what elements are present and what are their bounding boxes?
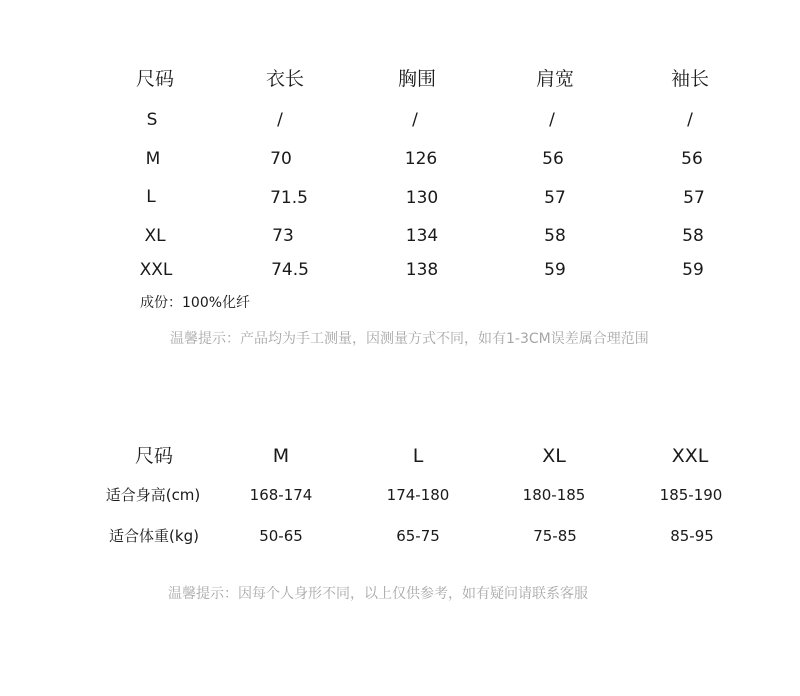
- size-header-shoulder: 肩宽: [535, 68, 575, 90]
- table-cell: 50-65: [259, 527, 303, 545]
- table-cell: 126: [404, 149, 438, 169]
- size-header-chest: 胸围: [397, 68, 437, 90]
- table-cell: M: [145, 149, 161, 169]
- table-cell: XL: [144, 226, 166, 246]
- table-cell: 73: [272, 226, 294, 246]
- measurement-note: 温馨提示：产品均为手工测量，因测量方式不同，如有1-3CM误差属合理范围: [170, 331, 649, 347]
- size-header-size: 尺码: [135, 68, 175, 90]
- table-cell: 71.5: [270, 188, 308, 208]
- table-cell: 57: [544, 188, 566, 208]
- table-cell: 168-174: [249, 486, 313, 504]
- fit-header-l: L: [412, 445, 424, 467]
- table-cell: 85-95: [670, 527, 714, 545]
- fit-header-m: M: [272, 445, 290, 467]
- table-cell: 58: [682, 226, 704, 246]
- table-cell: L: [146, 187, 156, 207]
- table-cell: 57: [683, 188, 705, 208]
- table-cell: /: [687, 110, 693, 130]
- table-cell: 130: [405, 188, 439, 208]
- table-cell: 138: [405, 260, 439, 280]
- fit-header-xl: XL: [542, 445, 566, 467]
- table-cell: 185-190: [659, 486, 723, 504]
- fit-row-label-weight: 适合体重(kg): [109, 527, 199, 545]
- fit-header-size: 尺码: [134, 445, 174, 467]
- fit-row-label-height: 适合身高(cm): [105, 486, 201, 504]
- size-header-sleeve: 袖长: [670, 68, 710, 90]
- fit-header-xxl: XXL: [671, 445, 709, 467]
- fit-note: 温馨提示：因每个人身形不同，以上仅供参考，如有疑问请联系客服: [168, 586, 588, 602]
- table-cell: 59: [544, 260, 566, 280]
- table-cell: 74.5: [271, 260, 309, 280]
- table-cell: 65-75: [396, 527, 440, 545]
- table-cell: XXL: [139, 260, 173, 280]
- table-cell: 180-185: [522, 486, 586, 504]
- table-cell: 134: [405, 226, 439, 246]
- table-cell: 174-180: [386, 486, 450, 504]
- table-cell: 56: [542, 149, 564, 169]
- table-cell: 70: [270, 149, 292, 169]
- table-cell: 56: [681, 149, 703, 169]
- table-cell: /: [549, 110, 555, 130]
- table-cell: 75-85: [533, 527, 577, 545]
- table-cell: S: [146, 110, 158, 130]
- table-cell: /: [277, 110, 283, 130]
- table-cell: 58: [544, 226, 566, 246]
- table-cell: /: [412, 110, 418, 130]
- size-header-length: 衣长: [265, 68, 305, 90]
- table-cell: 59: [682, 260, 704, 280]
- composition-text: 成份：100%化纤: [140, 295, 251, 311]
